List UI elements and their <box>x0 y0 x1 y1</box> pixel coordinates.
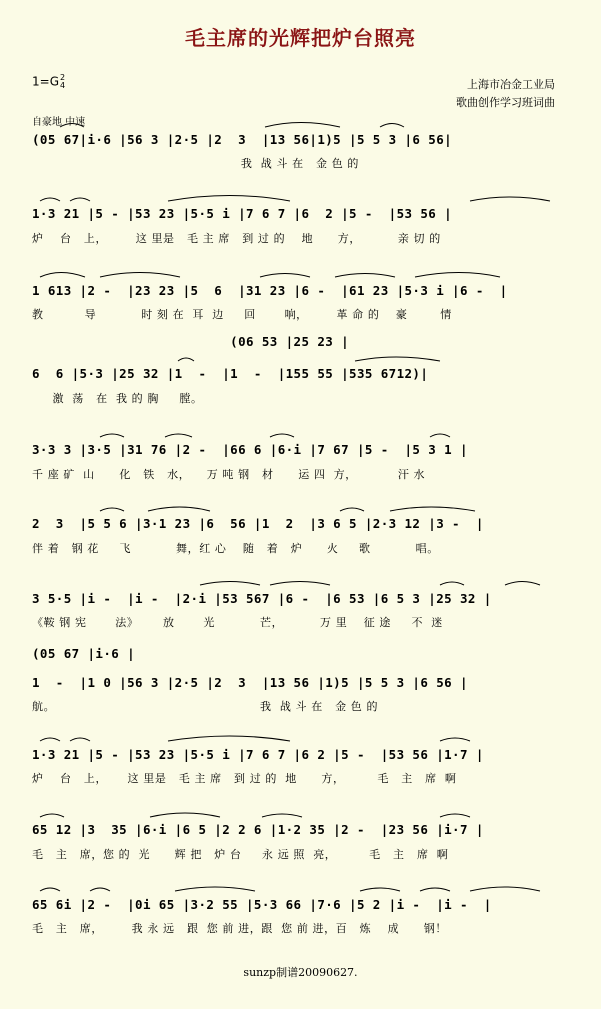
notation-line-9: 1·3 21 |5 - |53 23 |5·5 i |7 6 7 |6 2 |5 - |53 56 |1·7 | <box>32 747 484 762</box>
notation-line-3: 1 613 |2 - |23 23 |5 6 |31 23 |6 - |61 23 |5·3 i |6 - | <box>32 283 508 298</box>
time-denominator: 4 <box>60 81 66 90</box>
lyric-line-3: 教 导 时 刻 在 耳 边 回 响， 革 命 的 豪 情 <box>32 308 452 321</box>
credit-line-2: 歌曲创作学习班词曲 <box>456 96 555 109</box>
song-title: 毛主席的光辉把炉台照亮 <box>185 26 416 50</box>
notation-line-10: 65 12 |3 35 |6·i |6 5 |2 2 6 |1·2 35 |2 - |23 56 |i·7 | <box>32 822 484 837</box>
credit-line-1: 上海市冶金工业局 <box>467 78 555 91</box>
notation-line-intro: (06 53 |25 23 | <box>32 334 350 349</box>
lyric-line-7: 《鞍 钢 宪 法》 放 光 芒， 万 里 征 途 不 迷 <box>32 616 443 629</box>
signature: sunzp制谱20090627. <box>243 966 358 979</box>
lyric-line-2: 炉 台 上， 这 里是 毛 主 席 到 过 的 地 方， 亲 切 的 <box>32 232 441 245</box>
time-signature <box>60 74 65 90</box>
notation-line-4: 6 6 |5·3 |25 32 |1 - |1 - |155 55 |535 6712)| <box>32 366 429 381</box>
lyric-line-11: 毛 主 席， 我 永 远 跟 您 前 进，跟 您 前 进，百 炼 成 钢！ <box>32 922 447 935</box>
notation-line-6: 2 3 |5 5 6 |3·1 23 |6 56 |1 2 |3 6 5 |2·3 12 |3 - | <box>32 516 484 531</box>
notation-line-1: (05 67|i·6 |56 3 |2·5 |2 3 |13 56|1)5 |5 5 3 |6 56| <box>32 132 453 147</box>
lyric-line-8: 航。 我 战 斗 在 金 色 的 <box>32 700 379 713</box>
lyric-line-1: 我 战 斗 在 金 色 的 <box>32 157 359 170</box>
notation-line-5: 3·3 3 |3·5 |31 76 |2 - |66 6 |6·i |7 67 |5 - |5 3 1 | <box>32 442 468 457</box>
lyric-line-4: 激 荡 在 我 的 胸 膛。 <box>32 392 203 405</box>
lyric-line-10: 毛 主 席，您 的 光 辉 把 炉 台 永 远 照 亮， 毛 主 席 啊 <box>32 848 449 861</box>
notation-line-11: 65 6i |2 - |0i 65 |3·2 55 |5·3 66 |7·6 |5 2 |i - |i - | <box>32 897 492 912</box>
key-signature <box>32 74 65 90</box>
time-numerator: 2 <box>60 73 66 82</box>
lyric-line-6: 伴 着 钢 花 飞 舞，红 心 随 着 炉 火 歌 唱。 <box>32 542 439 555</box>
notation-line-8: 1 - |1 0 |56 3 |2·5 |2 3 |13 56 |1)5 |5 5 3 |6 56 | <box>32 675 468 690</box>
notation-line-2: 1·3 21 |5 - |53 23 |5·5 i |7 6 7 |6 2 |5 - |53 56 | <box>32 206 453 221</box>
lyric-line-5: 千 座 矿 山 化 铁 水， 万 吨 钢 材 运 四 方， 汗 水 <box>32 468 426 481</box>
notation-line-repeat: (05 67 |i·6 | <box>32 646 136 661</box>
credits <box>456 76 555 112</box>
notation-line-7: 3 5·5 |i - |i - |2·i |53 567 |6 - |6 53 |6 5 3 |25 32 | <box>32 591 492 606</box>
lyric-line-9: 炉 台 上， 这 里是 毛 主 席 到 过 的 地 方， 毛 主 席 啊 <box>32 772 457 785</box>
key-text: 1=G <box>32 74 59 89</box>
tempo-marking: 自豪地 中速 <box>32 117 86 128</box>
